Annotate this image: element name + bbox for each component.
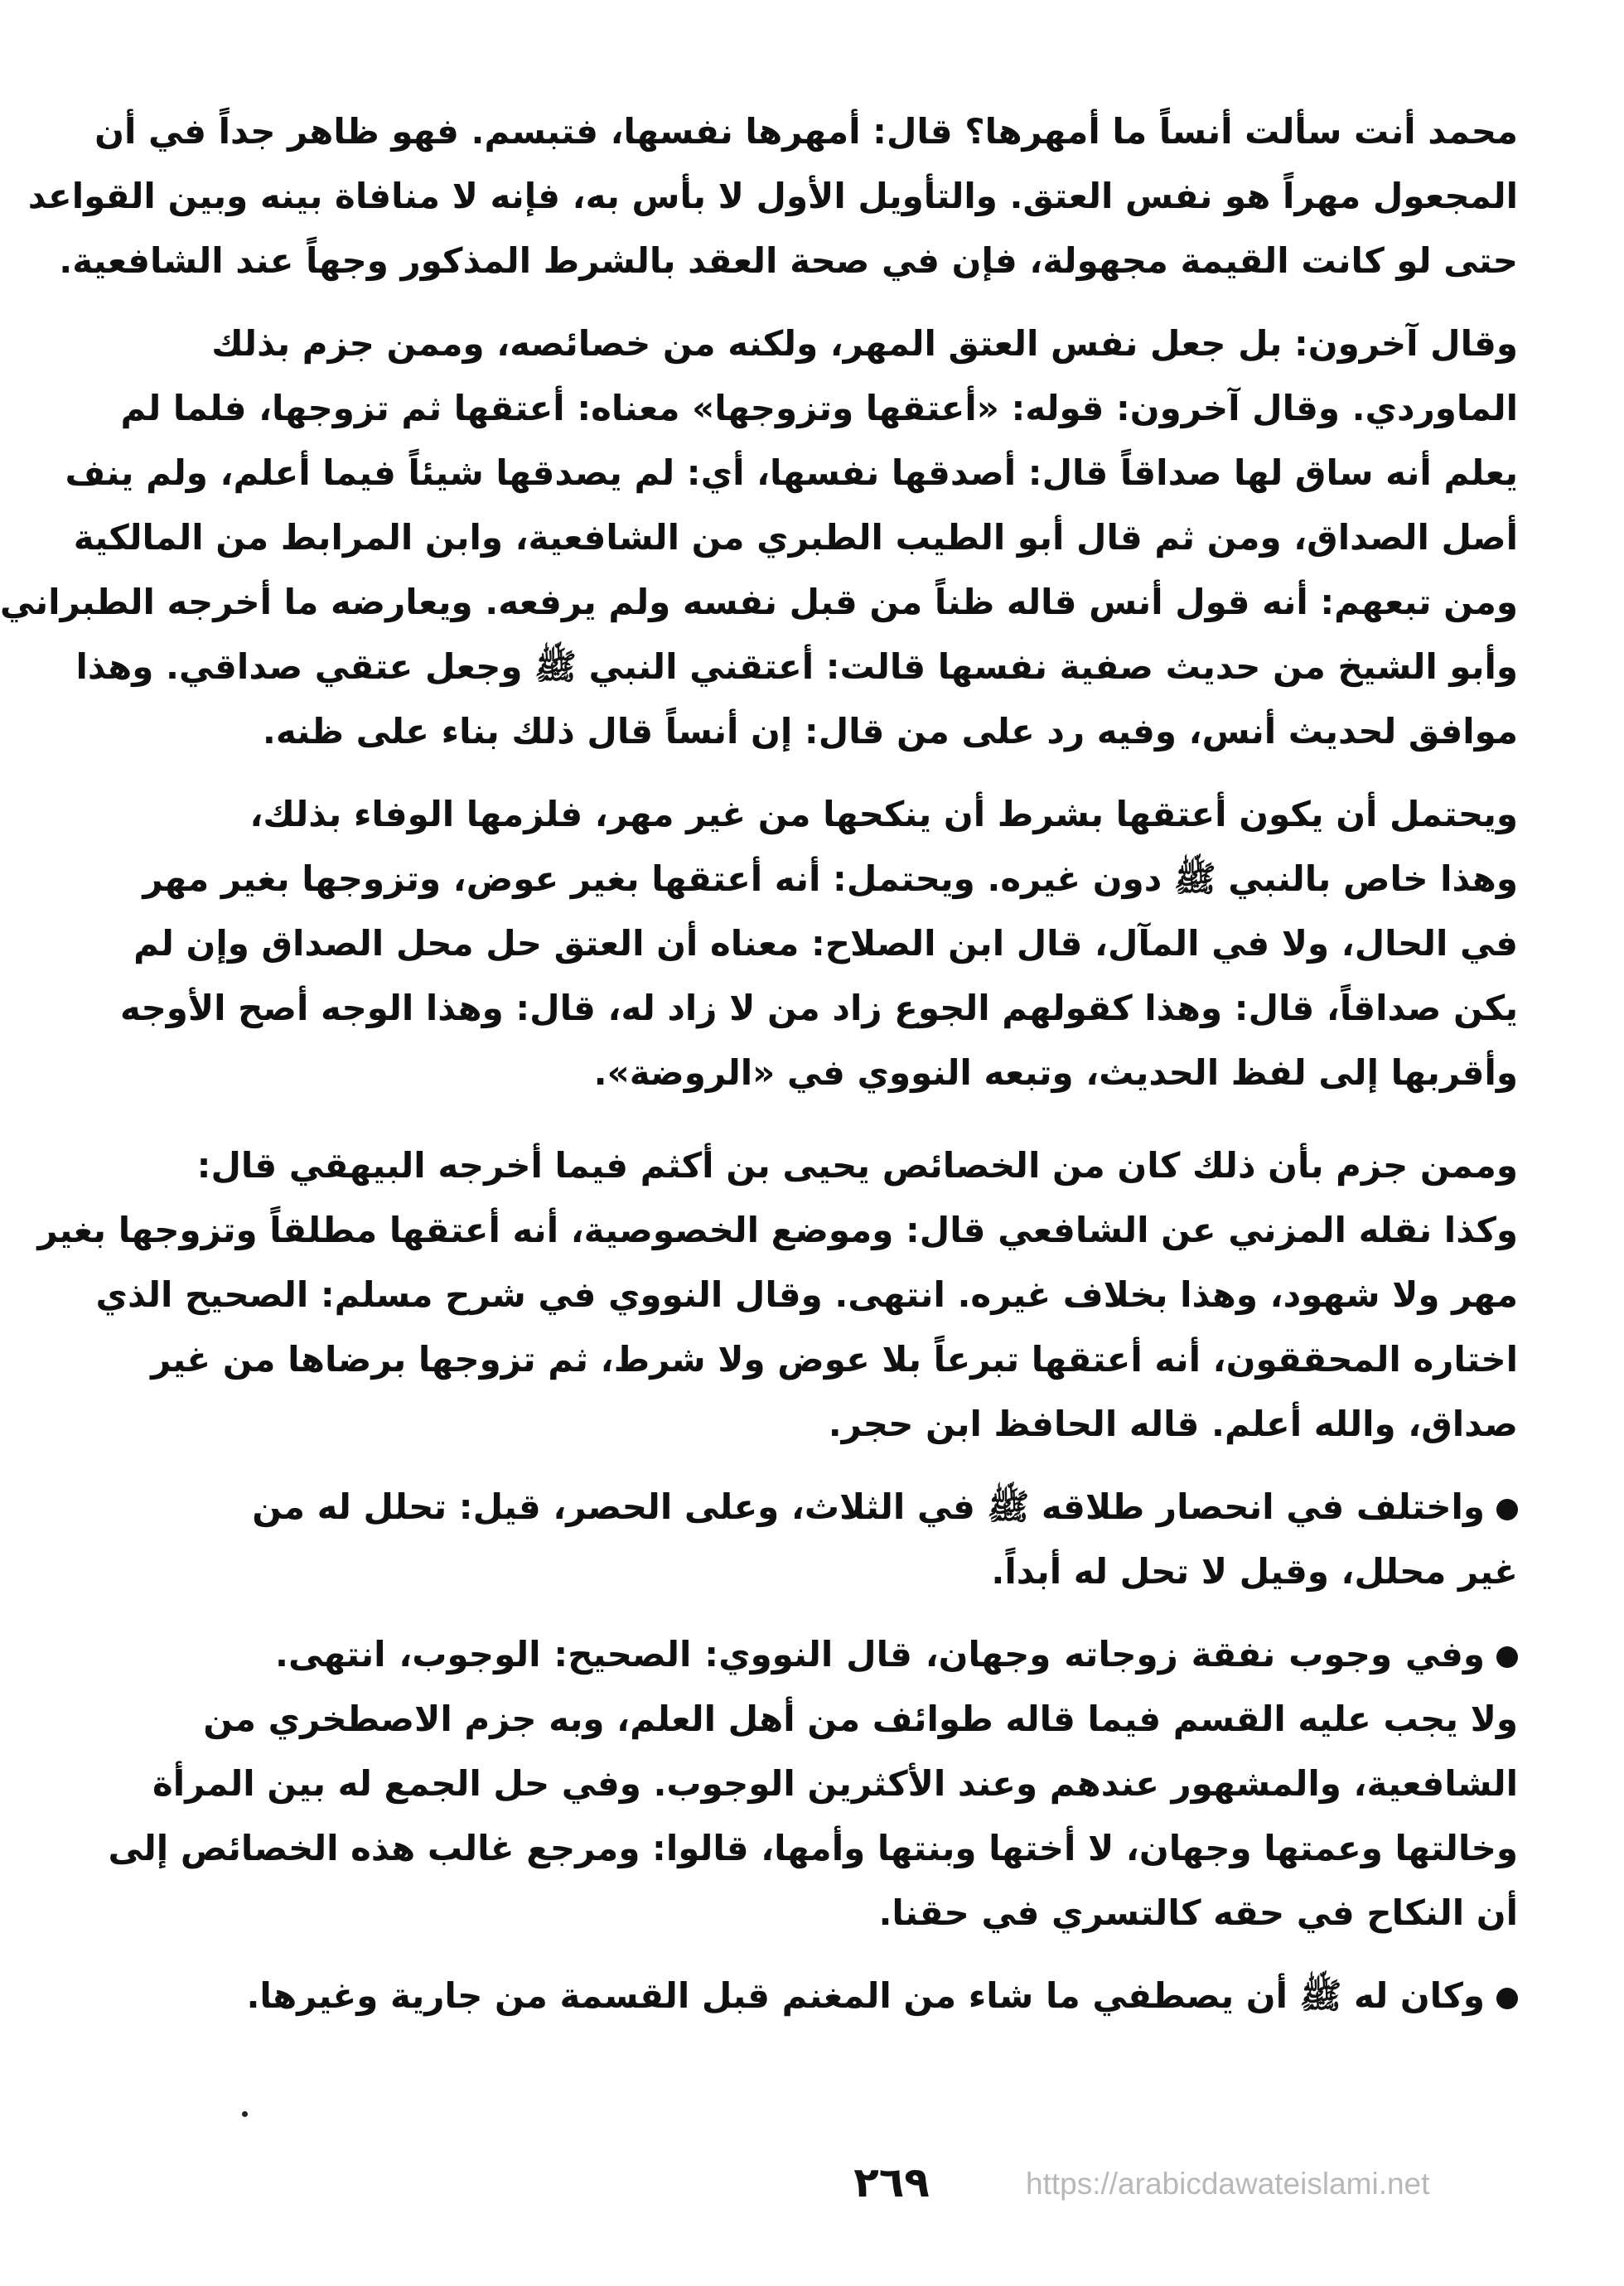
paragraph [27,99,1518,293]
paragraph [37,1133,1518,1457]
bullet-paragraph [108,1622,1518,1945]
text-line [262,699,1518,764]
text-line [37,1198,1518,1263]
line-text: في الحال، ولا في المآل، قال ابن الصلاح: معناه أن العتق حل محل الصداق وإن لم [133,923,1518,964]
line-text: وكذا نقله المزني عن الشافعي قال: وموضع الخصوصية، أنه أعتقها مطلقاً وتزوجها بغير [37,1210,1518,1250]
text-line [27,164,1518,229]
bullet-paragraph [246,1964,1518,2028]
text-line [275,1622,1518,1687]
line-text: موافق لحديث أنس، وفيه رد على من قال: إن أنساً قال ذلك بناء على ظنه. [262,711,1518,752]
page-body [0,99,1518,2028]
line-text: غير محلل، وقيل لا تحل له أبداً. [991,1551,1518,1592]
text-line [133,911,1518,976]
line-text: وهذا خاص بالنبي ﷺ دون غيره. ويحتمل: أنه أعتقها بغير عوض، وتزوجها بغير مهر [143,858,1518,899]
line-text: ولا يجب عليه القسم فيما قاله طوائف من أهل العلم، وبه جزم الاصطخري من [203,1699,1518,1739]
line-text: يعلم أنه ساق لها صداقاً قال: أصدقها نفسها، أي: لم يصدقها شيئاً فيما أعلم، ولم ينف [65,452,1518,493]
text-line [65,441,1518,505]
line-text: اختاره المحققون، أنه أعتقها تبرعاً بلا عوض ولا شرط، ثم تزوجها برضاها من غير [151,1339,1518,1380]
text-line [75,635,1518,699]
line-text: وكان له ﷺ أن يصطفي ما شاء من المغنم قبل القسمة من جارية وغيرها. [246,1975,1485,2016]
line-text: وممن جزم بأن ذلك كان من الخصائص يحيى بن أكثم فيما أخرجه البيهقي قال: [196,1145,1518,1186]
line-text: وفي وجوب نفقة زوجاته وجهان، قال النووي: الصحيح: الوجوب، انتهى. [275,1634,1485,1675]
line-text: ومن تبعهم: أنه قول أنس قاله ظناً من قبل نفسه ولم يرفعه. ويعارضه ما أخرجه الطبراني [0,582,1518,622]
text-line [95,1263,1518,1327]
line-text: أصل الصداق، ومن ثم قال أبو الطيب الطبري من الشافعية، وابن المرابط من المالكية [73,517,1518,558]
text-line [120,376,1518,441]
text-line [73,505,1518,570]
line-text: واختلف في انحصار طلاقه ﷺ في الثلاث، وعلى الحصر، قيل: تحلل له من [252,1486,1485,1527]
line-text: أن النكاح في حقه كالتسري في حقنا. [878,1892,1518,1933]
text-line [59,229,1518,293]
text-line [275,1539,1518,1604]
stray-dot [242,2111,248,2117]
line-text: المجعول مهراً هو نفس العتق. والتأويل الأول لا بأس به، فإنه لا منافاة بينه وبين القواعد [27,176,1518,216]
text-line [249,782,1518,847]
text-line [275,1041,1518,1105]
line-text: يكن صداقاً، قال: وهذا كقولهم الجوع زاد من لا زاد له، قال: وهذا الوجه أصح الأوجه [120,988,1518,1028]
page-number: ٢٦٩ [853,2158,930,2206]
line-text: الماوردي. وقال آخرون: قوله: «أعتقها وتزوجها» معناه: أعتقها ثم تزوجها، فلما لم [120,388,1518,428]
text-line [196,1133,1518,1198]
bullet-icon [1496,1646,1518,1668]
text-line [275,1881,1518,1945]
text-line [94,99,1518,164]
bullet-icon [1496,1499,1518,1520]
line-text: وأبو الشيخ من حديث صفية نفسها قالت: أعتقني النبي ﷺ وجعل عتقي صداقي. وهذا [75,646,1518,687]
bullet-paragraph [252,1475,1518,1604]
line-text: ويحتمل أن يكون أعتقها بشرط أن ينكحها من غير مهر، فلزمها الوفاء بذلك، [249,794,1518,834]
text-line [143,847,1518,911]
text-line [246,1964,1518,2028]
text-line [152,1752,1518,1816]
text-line [108,1816,1518,1881]
line-text: مهر ولا شهود، وهذا بخلاف غيره. انتهى. وقال النووي في شرح مسلم: الصحيح الذي [95,1274,1518,1315]
text-line [275,1392,1518,1457]
paragraph [120,782,1518,1105]
line-text: وخالتها وعمتها وجهان، لا أختها وبنتها وأمها، قالوا: ومرجع غالب هذه الخصائص إلى [108,1828,1518,1868]
text-line [252,1475,1518,1539]
text-line [151,1327,1518,1392]
line-text: محمد أنت سألت أنساً ما أمهرها؟ قال: أمهرها نفسها، فتبسم. فهو ظاهر جداً في أن [94,111,1518,152]
text-line [211,312,1518,376]
line-text: حتى لو كانت القيمة مجهولة، فإن في صحة العقد بالشرط المذكور وجهاً عند الشافعية. [59,240,1518,281]
line-text: الشافعية، والمشهور عندهم وعند الأكثرين الوجوب. وفي حل الجمع له بين المرأة [152,1763,1518,1804]
line-text: وقال آخرون: بل جعل نفس العتق المهر، ولكنه من خصائصه، وممن جزم بذلك [211,323,1518,364]
line-text: وأقربها إلى لفظ الحديث، وتبعه النووي في «الروضة». [593,1052,1518,1093]
bullet-icon [1496,1988,1518,2009]
text-line [120,976,1518,1041]
line-text: صداق، والله أعلم. قاله الحافظ ابن حجر. [828,1404,1518,1444]
watermark-url: https://arabicdawateislami.net [1026,2167,1430,2201]
text-line [203,1687,1518,1752]
paragraph [0,312,1518,764]
text-line [0,570,1518,635]
